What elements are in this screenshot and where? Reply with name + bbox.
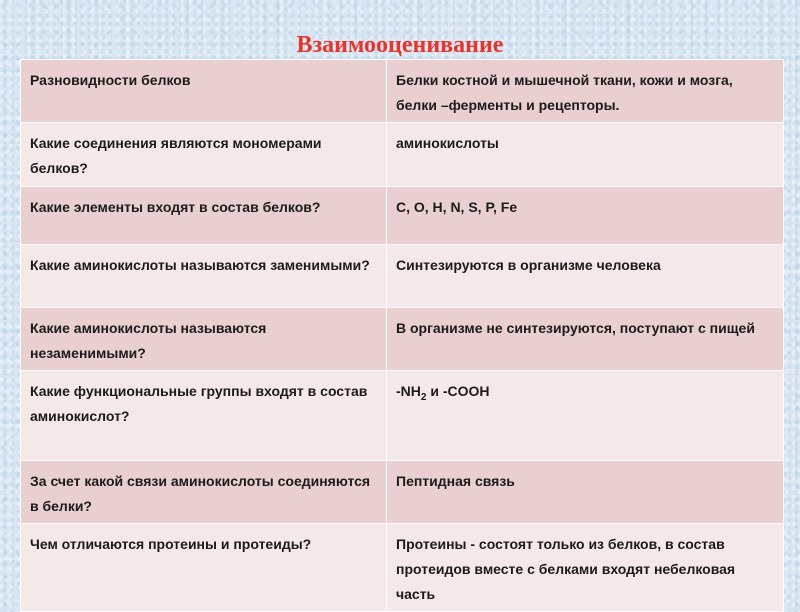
answer-cell: Протеины - состоят только из белков, в состав протеидов вместе с белками входят небелковая часть — [387, 524, 784, 612]
question-cell: За счет какой связи аминокислоты соединяются в белки? — [21, 461, 387, 524]
answer-cell: В организме не синтезируются, поступают с пищей — [387, 308, 784, 371]
answer-cell: C, O, H, N, S, P, Fe — [387, 187, 784, 245]
table-row — [21, 60, 784, 123]
page-title: Взаимооценивание — [296, 32, 504, 58]
table-row — [21, 245, 784, 308]
question-cell: Какие аминокислоты называются незаменимыми? — [21, 308, 387, 371]
answer-cell: аминокислоты — [387, 123, 784, 187]
formula-suffix: и -COOH — [426, 383, 490, 399]
table-row — [21, 308, 784, 371]
answer-cell — [387, 371, 784, 461]
question-cell: Какие элементы входят в состав белков? — [21, 187, 387, 245]
answer-cell: Пептидная связь — [387, 461, 784, 524]
question-cell: Какие аминокислоты называются заменимыми? — [21, 245, 387, 308]
table-row — [21, 371, 784, 461]
answer-cell: Белки костной и мышечной ткани, кожи и мозга, белки –ферменты и рецепторы. — [387, 60, 784, 123]
question-cell: Какие соединения являются мономерами белков? — [21, 123, 387, 187]
table-row — [21, 461, 784, 524]
question-cell: Разновидности белков — [21, 60, 387, 123]
formula-prefix: -NH — [396, 383, 421, 399]
question-cell: Какие функциональные группы входят в состав аминокислот? — [21, 371, 387, 461]
assessment-table — [20, 59, 784, 612]
table-row — [21, 524, 784, 612]
answer-cell: Синтезируются в организме человека — [387, 245, 784, 308]
formula-subscript: 2 — [420, 391, 427, 403]
question-cell: Чем отличаются протеины и протеиды? — [21, 524, 387, 612]
table-row — [21, 123, 784, 187]
table-row — [21, 187, 784, 245]
